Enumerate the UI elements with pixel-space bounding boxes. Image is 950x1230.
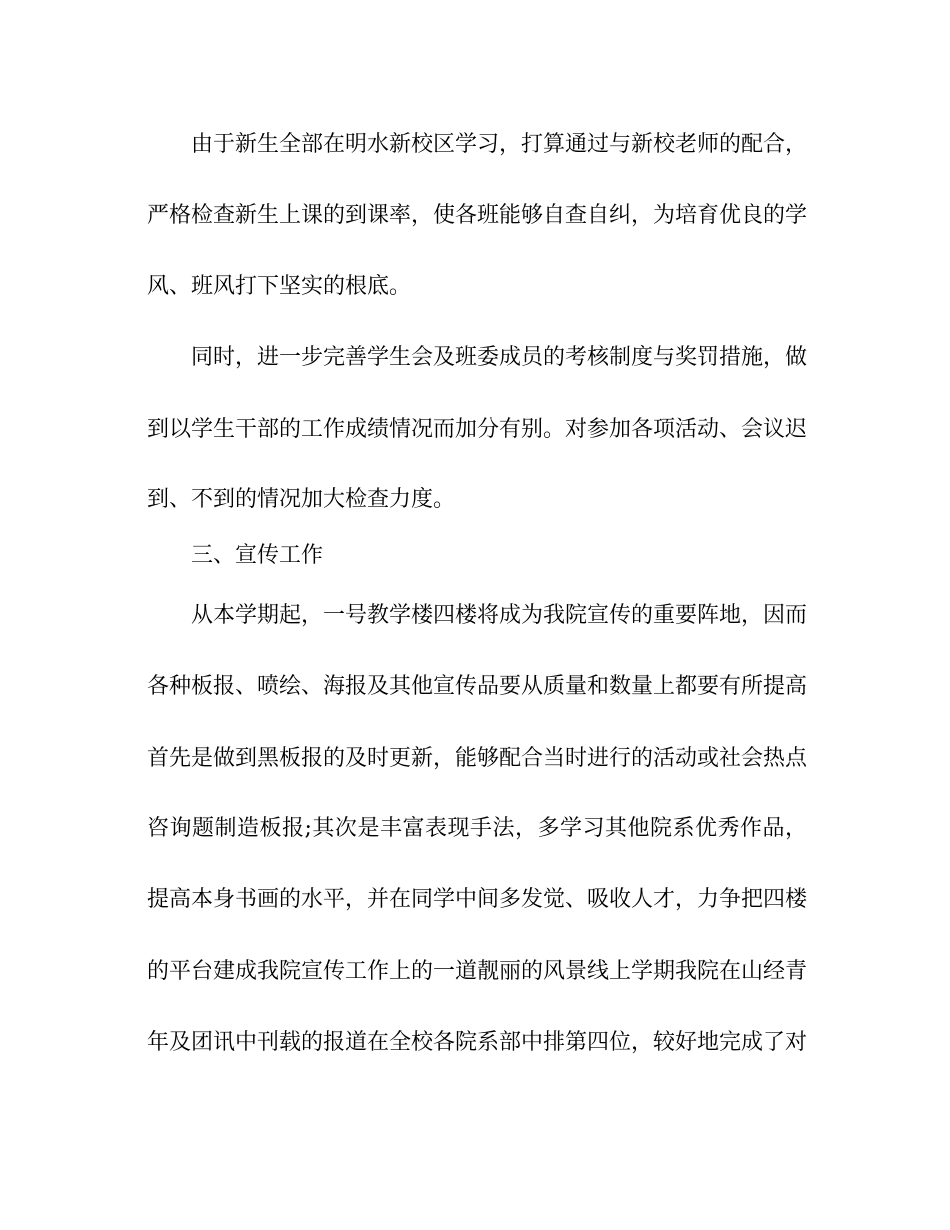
paragraph-line: 到以学生干部的工作成绩情况而加分有别。对参加各项活动、会议迟	[147, 417, 807, 442]
paragraph-line: 从本学期起，一号教学楼四楼将成为我院宣传的重要阵地，因而	[191, 603, 807, 628]
paragraph-line: 年及团讯中刊载的报道在全校各院系部中排第四位，较好地完成了对	[147, 1030, 807, 1055]
paragraph-line: 咨询题制造板报;其次是丰富表现手法，多学习其他院系优秀作品，	[147, 816, 807, 841]
paragraph-line: 严格检查新生上课的到课率，使各班能够自查自纠，为培育优良的学	[147, 203, 807, 228]
paragraph-line: 到、不到的情况加大检查力度。	[147, 487, 456, 512]
paragraph-line: 各种板报、喷绘、海报及其他宣传品要从质量和数量上都要有所提高	[147, 674, 807, 699]
paragraph-line: 的平台建成我院宣传工作上的一道靓丽的风景线上学期我院在山经青	[147, 959, 807, 984]
paragraph-line: 由于新生全部在明水新校区学习，打算通过与新校老师的配合，	[191, 132, 807, 157]
section-heading: 三、宣传工作	[191, 543, 324, 568]
paragraph-line: 首先是做到黑板报的及时更新，能够配合当时进行的活动或社会热点	[147, 746, 807, 771]
paragraph-line: 提高本身书画的水平，并在同学中间多发觉、吸收人才，力争把四楼	[147, 887, 807, 912]
paragraph-line: 同时，进一步完善学生会及班委成员的考核制度与奖罚措施，做	[191, 345, 807, 370]
paragraph-line: 风、班风打下坚实的根底。	[147, 274, 412, 299]
